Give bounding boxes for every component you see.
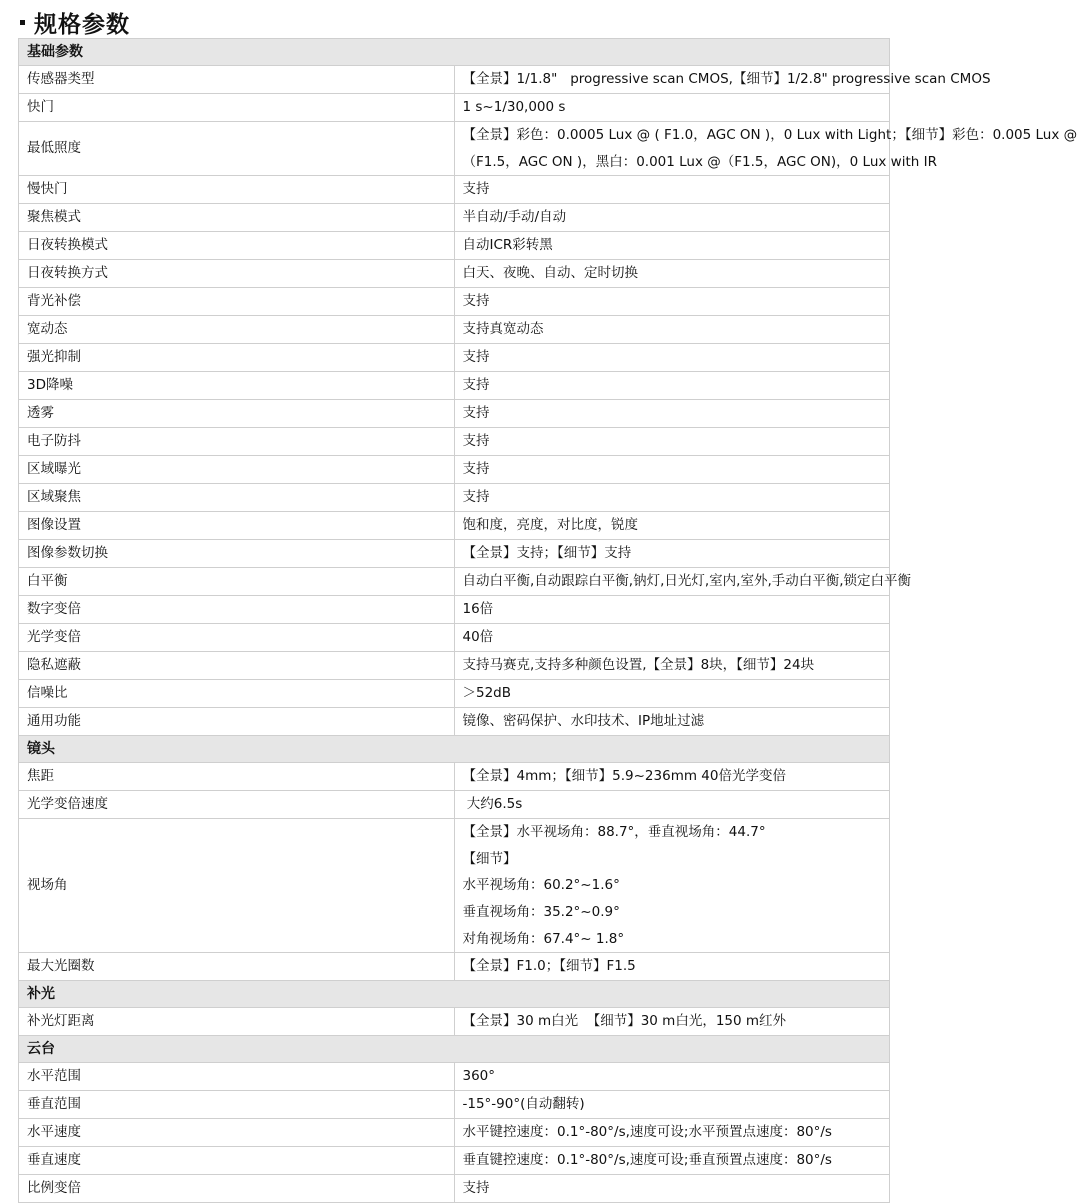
- spec-value: [454, 1175, 890, 1203]
- page-title-text: 规格参数: [34, 11, 130, 38]
- spec-value-line: 垂直视场角：35.2°~0.9°: [462, 903, 620, 920]
- spec-row: [19, 1063, 890, 1091]
- spec-label: 强光抑制: [19, 344, 455, 372]
- spec-label: 日夜转换模式: [19, 232, 455, 260]
- section-header-row: [19, 736, 890, 763]
- spec-label: 光学变倍速度: [19, 791, 455, 819]
- spec-row: [19, 819, 890, 953]
- spec-row: [19, 400, 890, 428]
- spec-value-line: 支持: [462, 181, 490, 198]
- section-header-row: [19, 981, 890, 1008]
- spec-row: [19, 624, 890, 652]
- spec-value-line: 对角视场角：67.4°~ 1.8°: [462, 930, 625, 947]
- spec-label: 视场角: [19, 819, 455, 953]
- spec-value: [454, 316, 890, 344]
- spec-label: 图像参数切换: [19, 540, 455, 568]
- spec-value: [454, 66, 991, 94]
- spec-row: [19, 1175, 890, 1203]
- spec-row: [19, 344, 890, 372]
- spec-value-line: 水平视场角：60.2°~1.6°: [462, 877, 620, 894]
- spec-row: [19, 176, 890, 204]
- spec-label: 比例变倍: [19, 1175, 455, 1203]
- spec-value: [454, 512, 890, 540]
- section-header: 基础参数: [19, 39, 890, 66]
- spec-label: 白平衡: [19, 568, 455, 596]
- spec-value: [454, 204, 890, 232]
- spec-value-line: 支持: [462, 377, 490, 394]
- spec-value-line: 【全景】30 m白光 【细节】30 m白光，150 m红外: [462, 1013, 787, 1030]
- spec-row: [19, 94, 890, 122]
- spec-row: [19, 122, 890, 176]
- section-header: 云台: [19, 1036, 890, 1063]
- spec-value: [454, 176, 890, 204]
- spec-row: [19, 316, 890, 344]
- spec-row: [19, 708, 890, 736]
- spec-label: 图像设置: [19, 512, 455, 540]
- spec-label: 补光灯距离: [19, 1008, 455, 1036]
- spec-label: 数字变倍: [19, 596, 455, 624]
- spec-row: [19, 1008, 890, 1036]
- spec-value: [454, 819, 890, 953]
- spec-row: [19, 568, 890, 596]
- spec-row: [19, 232, 890, 260]
- spec-row: [19, 484, 890, 512]
- spec-table: [18, 38, 1077, 1203]
- spec-value-line: 支持: [462, 349, 490, 366]
- spec-label: 区域聚焦: [19, 484, 455, 512]
- spec-value-line: 【细节】: [462, 850, 517, 867]
- spec-label: 快门: [19, 94, 455, 122]
- spec-label: 透雾: [19, 400, 455, 428]
- spec-value-line: 支持: [462, 489, 490, 506]
- page-title: [16, 6, 130, 38]
- spec-value-line: 【全景】1/1.8" progressive scan CMOS,【细节】1/2.8" progressive scan CMOS: [462, 71, 991, 87]
- spec-value-line: 【全景】4mm；【细节】5.9~236mm 40倍光学变倍: [462, 768, 786, 785]
- spec-value: [454, 596, 890, 624]
- spec-row: [19, 66, 890, 94]
- spec-row: [19, 428, 890, 456]
- spec-value: [454, 428, 890, 456]
- spec-value: [454, 1008, 890, 1036]
- spec-value: [454, 400, 890, 428]
- spec-label: 最低照度: [19, 122, 455, 176]
- spec-value: [454, 484, 890, 512]
- spec-label: 垂直速度: [19, 1147, 455, 1175]
- spec-value-line: 大约6.5s: [462, 796, 523, 813]
- section-header: 镜头: [19, 736, 890, 763]
- spec-label: 聚焦模式: [19, 204, 455, 232]
- spec-row: [19, 652, 890, 680]
- spec-value-line: 水平键控速度：0.1°-80°/s,速度可设;水平预置点速度：80°/s: [462, 1124, 832, 1141]
- spec-label: 宽动态: [19, 316, 455, 344]
- spec-value: [454, 344, 890, 372]
- spec-value: [454, 540, 890, 568]
- spec-value-line: 半自动/手动/自动: [462, 209, 567, 226]
- spec-value: [454, 791, 890, 819]
- spec-value-line: 自动白平衡,自动跟踪白平衡,钠灯,日光灯,室内,室外,手动白平衡,锁定白平衡: [462, 573, 912, 590]
- spec-value: [454, 624, 890, 652]
- spec-row: [19, 512, 890, 540]
- spec-label: 信噪比: [19, 680, 455, 708]
- spec-row: [19, 456, 890, 484]
- spec-value-line: 支持: [462, 293, 490, 310]
- spec-value: [454, 680, 890, 708]
- spec-label: 日夜转换方式: [19, 260, 455, 288]
- spec-value: [454, 1119, 890, 1147]
- spec-row: [19, 372, 890, 400]
- spec-value-line: 1 s~1/30,000 s: [462, 99, 566, 115]
- spec-label: 通用功能: [19, 708, 455, 736]
- spec-label: 传感器类型: [19, 66, 455, 94]
- spec-row: [19, 680, 890, 708]
- spec-value-line: 支持: [462, 405, 490, 422]
- spec-value-line: 【全景】彩色：0.0005 Lux @ ( F1.0，AGC ON )，0 Lux with Light；【细节】彩色：0.005 Lux @: [462, 127, 1077, 143]
- spec-row: [19, 791, 890, 819]
- spec-row: [19, 260, 890, 288]
- spec-value: [454, 94, 890, 122]
- spec-value-line: 饱和度，亮度，对比度，锐度: [462, 517, 638, 534]
- spec-value-line: 自动ICR彩转黑: [462, 237, 553, 254]
- spec-label: 垂直范围: [19, 1091, 455, 1119]
- spec-value-line: -15°-90°(自动翻转): [462, 1096, 585, 1113]
- spec-value: [454, 122, 1077, 176]
- spec-value: [454, 568, 912, 596]
- spec-label: 光学变倍: [19, 624, 455, 652]
- spec-table-body: [19, 39, 1077, 1203]
- spec-value-line: 支持真宽动态: [462, 321, 544, 338]
- spec-value: [454, 953, 890, 981]
- spec-row: [19, 540, 890, 568]
- spec-value-line: 360°: [462, 1068, 496, 1085]
- spec-label: 水平速度: [19, 1119, 455, 1147]
- spec-value: [454, 372, 890, 400]
- spec-value-line: 40倍: [462, 629, 494, 646]
- spec-row: [19, 1147, 890, 1175]
- spec-value: [454, 288, 890, 316]
- spec-value-line: 【全景】支持；【细节】支持: [462, 545, 632, 562]
- spec-label: 焦距: [19, 763, 455, 791]
- spec-label: 水平范围: [19, 1063, 455, 1091]
- spec-label: 3D降噪: [19, 372, 455, 400]
- spec-label: 区域曝光: [19, 456, 455, 484]
- spec-value-line: 【全景】水平视场角：88.7°，垂直视场角：44.7°: [462, 824, 766, 841]
- spec-value-line: 支持马赛克,支持多种颜色设置,【全景】8块，【细节】24块: [462, 657, 815, 674]
- section-header-row: [19, 39, 890, 66]
- spec-row: [19, 1091, 890, 1119]
- spec-value-line: （F1.5，AGC ON )，黑白：0.001 Lux @（F1.5，AGC ON)，0 Lux with IR: [462, 153, 937, 170]
- spec-row: [19, 204, 890, 232]
- spec-value-line: 16倍: [462, 601, 494, 618]
- spec-value-line: 支持: [462, 433, 490, 450]
- spec-value: [454, 1063, 890, 1091]
- spec-label: 背光补偿: [19, 288, 455, 316]
- spec-value-line: 支持: [462, 461, 490, 478]
- spec-label: 电子防抖: [19, 428, 455, 456]
- spec-value-line: 镜像、密码保护、水印技术、IP地址过滤: [462, 713, 705, 730]
- title-bullet-icon: [20, 20, 25, 25]
- spec-value: [454, 708, 890, 736]
- spec-label: 最大光圈数: [19, 953, 455, 981]
- section-header-row: [19, 1036, 890, 1063]
- spec-value-line: ＞52dB: [462, 685, 512, 702]
- spec-value-line: 支持: [462, 1180, 490, 1197]
- spec-value: [454, 456, 890, 484]
- spec-value: [454, 1147, 890, 1175]
- spec-value: [454, 232, 890, 260]
- spec-value-line: 【全景】F1.0；【细节】F1.5: [462, 958, 636, 975]
- spec-value: [454, 260, 890, 288]
- spec-value: [454, 763, 890, 791]
- spec-value-line: 垂直键控速度：0.1°-80°/s,速度可设;垂直预置点速度：80°/s: [462, 1152, 832, 1169]
- spec-row: [19, 1119, 890, 1147]
- spec-label: 隐私遮蔽: [19, 652, 455, 680]
- spec-value: [454, 1091, 890, 1119]
- spec-row: [19, 288, 890, 316]
- spec-value: [454, 652, 890, 680]
- spec-row: [19, 763, 890, 791]
- spec-row: [19, 953, 890, 981]
- spec-value-line: 白天、夜晚、自动、定时切换: [462, 265, 638, 282]
- section-header: 补光: [19, 981, 890, 1008]
- spec-row: [19, 596, 890, 624]
- spec-label: 慢快门: [19, 176, 455, 204]
